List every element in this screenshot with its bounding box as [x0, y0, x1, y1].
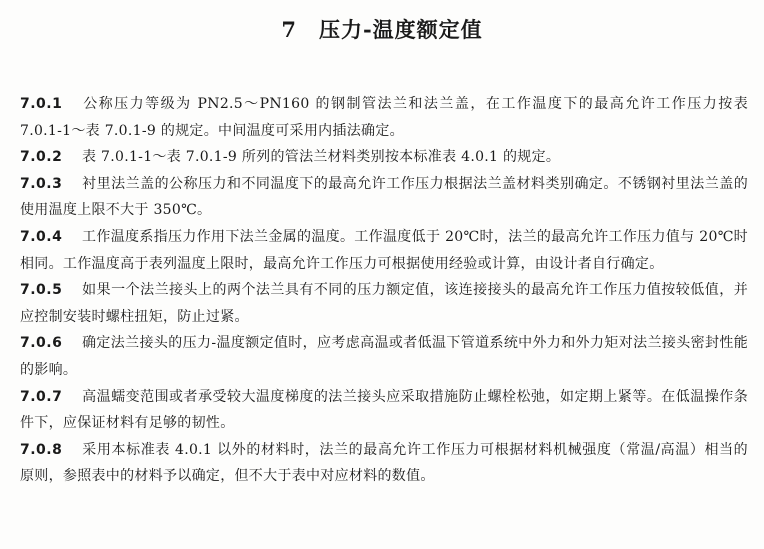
clause-7-0-2 — [20, 144, 748, 171]
clause-number: 7.0.7 — [20, 388, 63, 405]
clause-text: 表 7.0.1-1～表 7.0.1-9 所列的管法兰材料类别按本标准表 4.0.1 的规定。 — [82, 149, 561, 166]
clause-text: 衬里法兰盖的公称压力和不同温度下的最高允许工作压力根据法兰盖材料类别确定。不锈钢衬里法兰盖的使用温度上限不大于 350℃。 — [20, 175, 748, 219]
clause-7-0-5 — [20, 277, 748, 330]
clause-list — [20, 91, 748, 490]
clause-7-0-1 — [20, 91, 748, 144]
clause-number: 7.0.3 — [20, 175, 63, 192]
clause-text: 确定法兰接头的压力-温度额定值时，应考虑高温或者低温下管道系统中外力和外力矩对法兰接头密封性能的影响。 — [20, 335, 748, 378]
clause-7-0-7 — [20, 384, 748, 437]
clause-number: 7.0.8 — [20, 441, 63, 458]
clause-text: 高温蠕变范围或者承受较大温度梯度的法兰接头应采取措施防止螺栓松弛，如定期上紧等。在低温操作条件下，应保证材料有足够的韧性。 — [20, 388, 748, 432]
chapter-title — [0, 14, 764, 44]
clause-number: 7.0.6 — [20, 335, 63, 352]
clause-7-0-3 — [20, 171, 748, 224]
clause-number: 7.0.4 — [20, 228, 63, 245]
clause-text: 采用本标准表 4.0.1 以外的材料时，法兰的最高允许工作压力可根据材料机械强度（常温/高温）相当的原则，参照表中的材料予以确定，但不大于表中对应材料的数值。 — [20, 441, 748, 485]
chapter-number: 7 — [281, 17, 297, 42]
clause-number: 7.0.2 — [20, 149, 63, 166]
clause-7-0-4 — [20, 224, 748, 277]
clause-7-0-6 — [20, 330, 748, 383]
chapter-title-text: 压力-温度额定值 — [318, 17, 483, 42]
clause-7-0-8 — [20, 437, 748, 490]
clause-number: 7.0.1 — [20, 96, 63, 112]
clause-text: 公称压力等级为 PN2.5～PN160 的钢制管法兰和法兰盖，在工作温度下的最高允许工作压力按表 7.0.1-1～表 7.0.1-9 的规定。中间温度可采用内插法确定。 — [20, 96, 748, 139]
clause-number: 7.0.5 — [20, 282, 63, 299]
clause-text: 如果一个法兰接头上的两个法兰具有不同的压力额定值，该连接接头的最高允许工作压力值按较低值，并应控制安装时螺柱扭矩，防止过紧。 — [20, 282, 748, 325]
clause-text: 工作温度系指压力作用下法兰金属的温度。工作温度低于 20℃时，法兰的最高允许工作压力值与 20℃时相同。工作温度高于表列温度上限时，最高允许工作压力可根据使用经验或计算，由设计者自行确定。 — [20, 228, 748, 272]
